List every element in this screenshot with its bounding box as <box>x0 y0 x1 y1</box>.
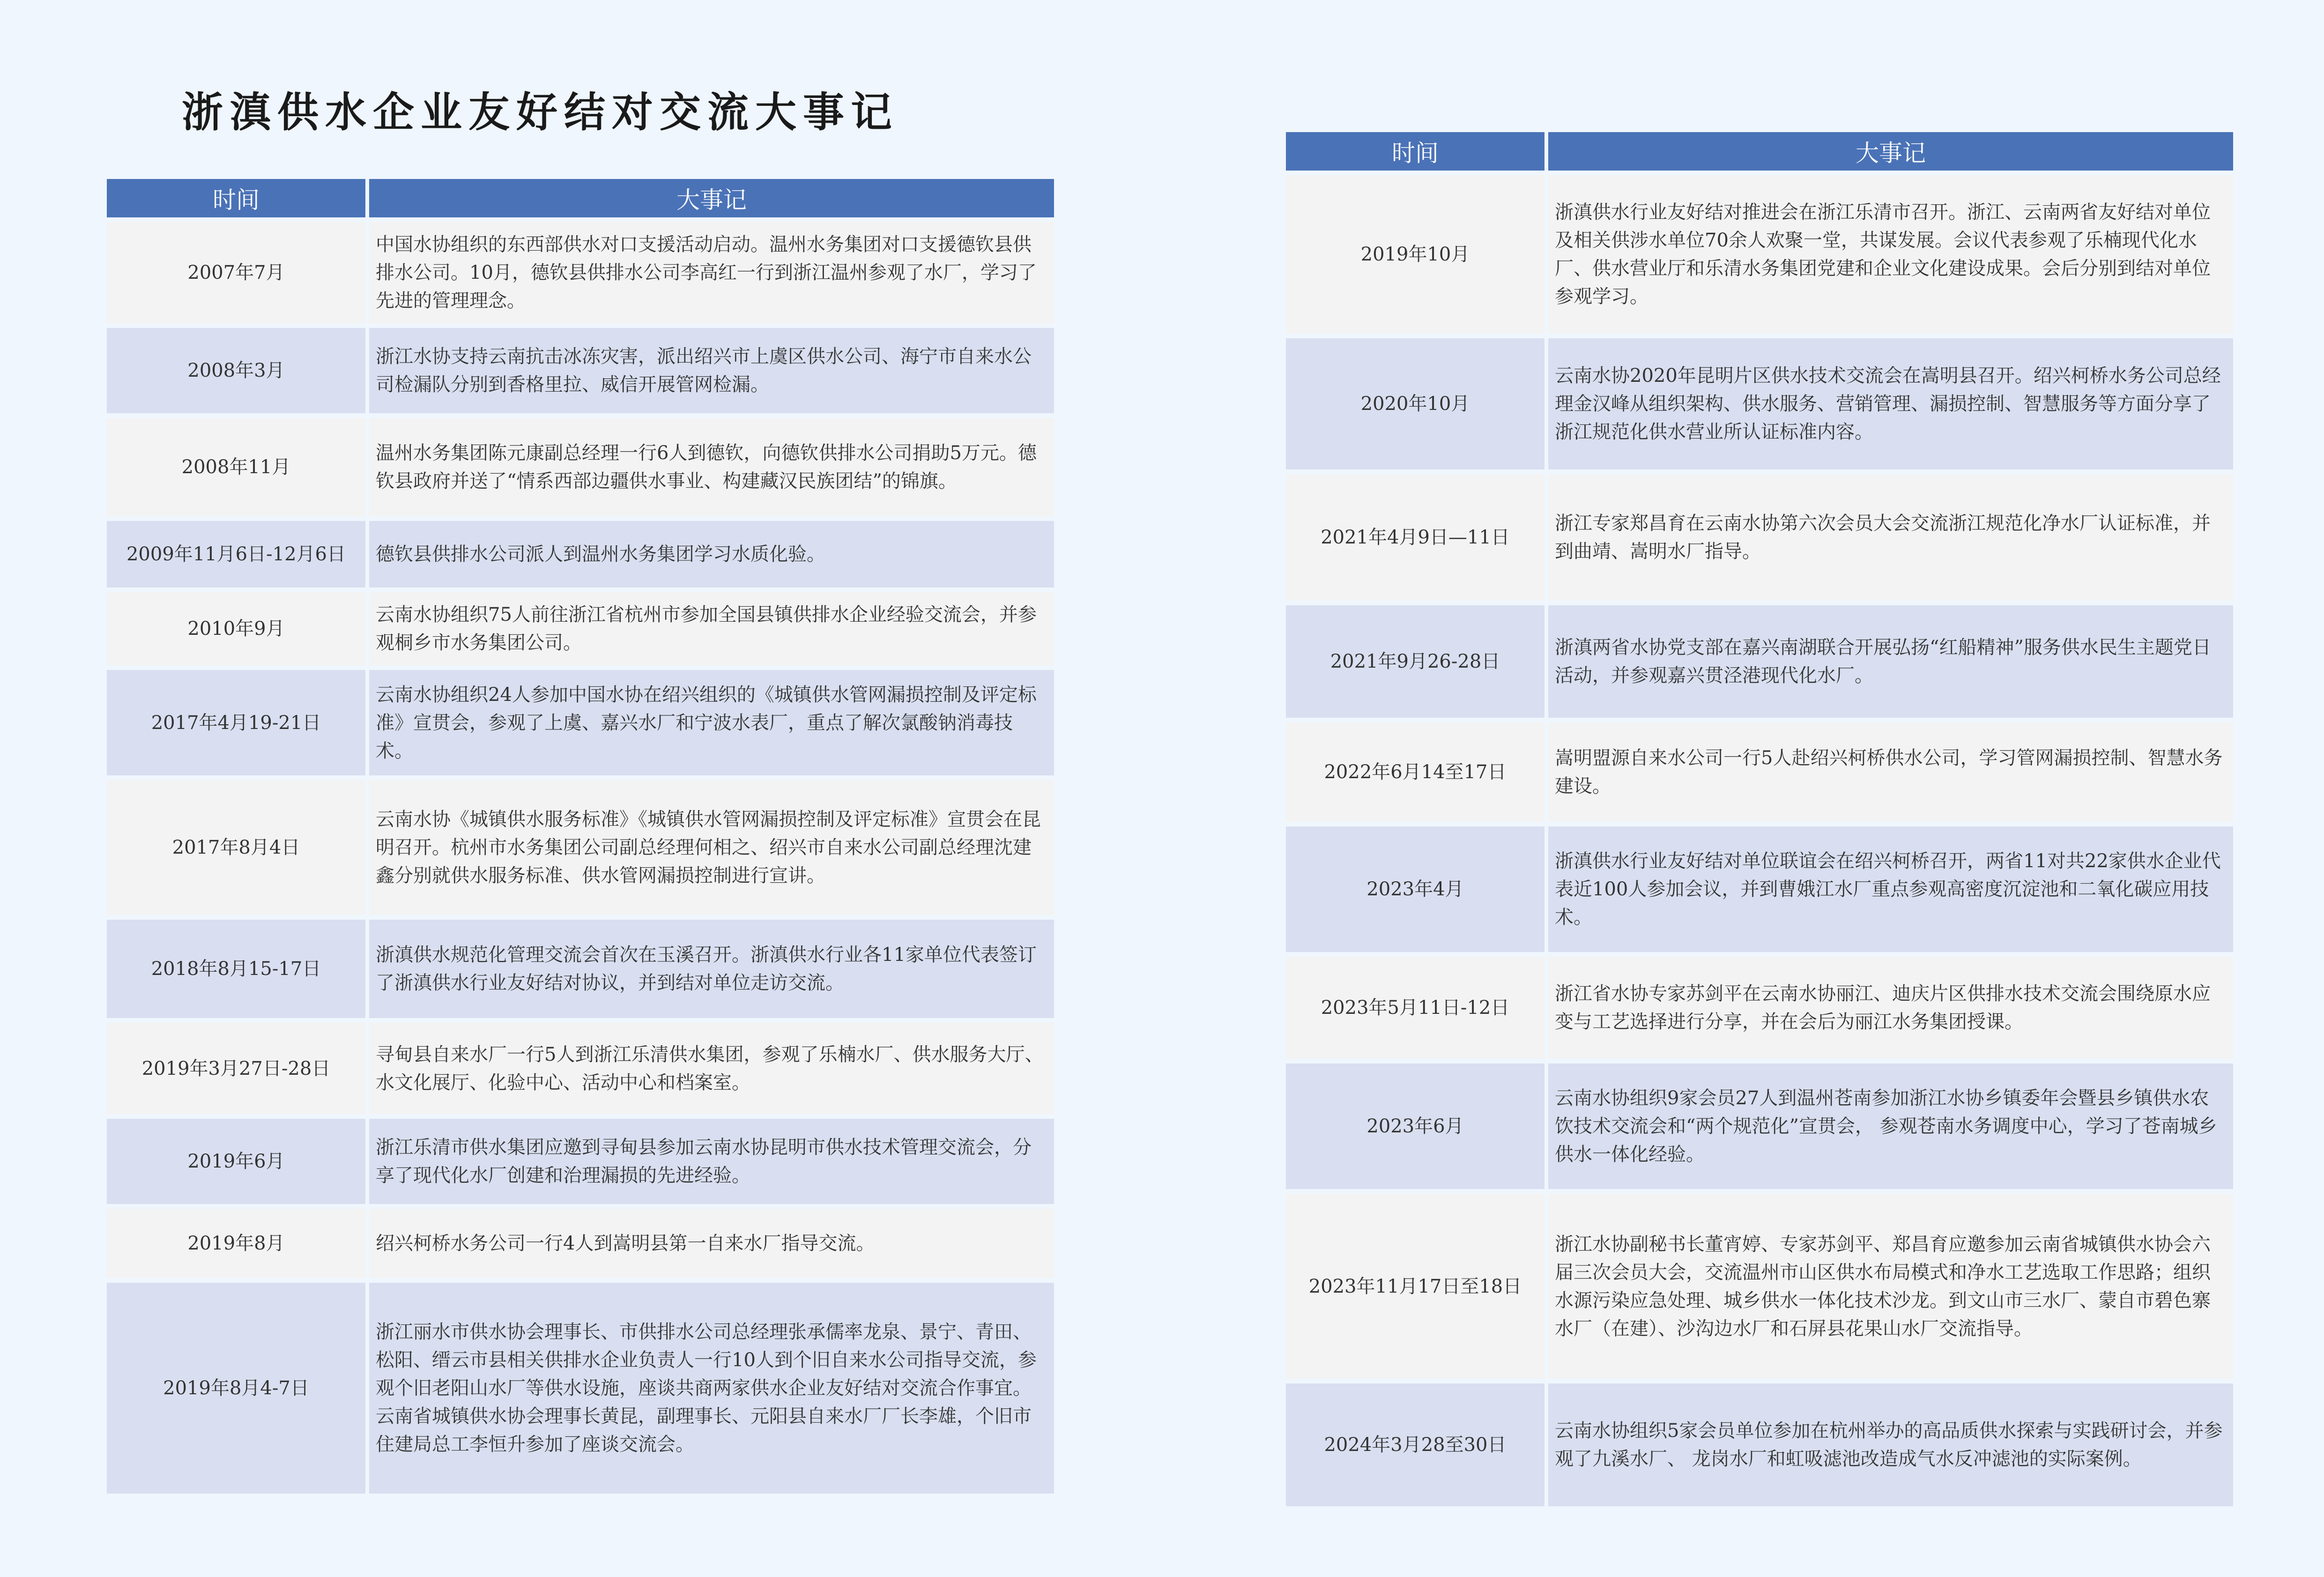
table-row <box>107 1023 1054 1114</box>
time-cell: 2008年11月 <box>107 418 369 516</box>
table-row <box>1286 175 2233 334</box>
table-row <box>107 780 1054 915</box>
time-cell: 2018年8月15-17日 <box>107 920 369 1018</box>
time-cell: 2021年4月9日—11日 <box>1286 474 1548 601</box>
table-row <box>1286 338 2233 469</box>
table-row <box>107 1283 1054 1494</box>
table-row <box>1286 1194 2233 1379</box>
event-cell: 云南水协组织24人参加中国水协在绍兴组织的《城镇供水管网漏损控制及评定标准》宣贯会，参观了上虞、嘉兴水厂和宁波水表厂，重点了解次氯酸钠消毒技术。 <box>369 670 1054 775</box>
table-row <box>1286 605 2233 718</box>
time-cell: 2007年7月 <box>107 222 369 323</box>
event-cell: 云南水协组织75人前往浙江省杭州市参加全国县镇供排水企业经验交流会，并参观桐乡市水务集团公司。 <box>369 592 1054 665</box>
time-cell: 2023年4月 <box>1286 826 1548 952</box>
time-cell: 2019年8月 <box>107 1209 369 1278</box>
header-time: 时间 <box>107 179 369 217</box>
table-row <box>107 1209 1054 1278</box>
header-event: 大事记 <box>1548 132 2233 171</box>
table-row <box>107 521 1054 588</box>
event-cell: 浙滇两省水协党支部在嘉兴南湖联合开展弘扬“红船精神”服务供水民生主题党日活动，并参观嘉兴贯泾港现代化水厂。 <box>1548 605 2233 718</box>
table-row <box>107 418 1054 516</box>
event-cell: 浙滇供水行业友好结对单位联谊会在绍兴柯桥召开，两省11对共22家供水企业代表近100人参加会议，并到曹娥江水厂重点参观高密度沉淀池和二氧化碳应用技术。 <box>1548 826 2233 952</box>
event-cell: 浙江水协支持云南抗击冰冻灾害，派出绍兴市上虞区供水公司、海宁市自来水公司检漏队分别到香格里拉、威信开展管网检漏。 <box>369 328 1054 413</box>
table-row <box>107 328 1054 413</box>
event-cell: 温州水务集团陈元康副总经理一行6人到德钦，向德钦供排水公司捐助5万元。德钦县政府并送了“情系西部边疆供水事业、构建藏汉民族团结”的锦旗。 <box>369 418 1054 516</box>
time-cell: 2017年4月19-21日 <box>107 670 369 775</box>
event-cell: 浙江省水协专家苏剑平在云南水协丽江、迪庆片区供排水技术交流会围绕原水应变与工艺选择进行分享，并在会后为丽江水务集团授课。 <box>1548 957 2233 1059</box>
event-cell: 云南水协组织5家会员单位参加在杭州举办的高品质供水探索与实践研讨会，并参观了九溪水厂、 龙岗水厂和虹吸滤池改造成气水反冲滤池的实际案例。 <box>1548 1384 2233 1506</box>
time-cell: 2019年3月27日-28日 <box>107 1023 369 1114</box>
header-event: 大事记 <box>369 179 1054 217</box>
time-cell: 2017年8月4日 <box>107 780 369 915</box>
table-row <box>107 670 1054 775</box>
table-row <box>1286 826 2233 952</box>
table-row <box>1286 1064 2233 1189</box>
table-row <box>1286 722 2233 822</box>
time-cell: 2020年10月 <box>1286 338 1548 469</box>
table-row <box>107 920 1054 1018</box>
time-cell: 2008年3月 <box>107 328 369 413</box>
event-cell: 德钦县供排水公司派人到温州水务集团学习水质化验。 <box>369 521 1054 588</box>
event-cell: 浙江水协副秘书长董宵婷、专家苏剑平、郑昌育应邀参加云南省城镇供水协会六届三次会员大会，交流温州市山区供水布局模式和净水工艺选取工作思路；组织水源污染应急处理、城乡供水一体化技术沙龙。到文山市三水厂、蒙自市碧色寨水厂（在建）、沙沟边水厂和石屏县花果山水厂交流指导。 <box>1548 1194 2233 1379</box>
time-cell: 2023年5月11日-12日 <box>1286 957 1548 1059</box>
time-cell: 2009年11月6日-12月6日 <box>107 521 369 588</box>
table-row <box>1286 474 2233 601</box>
event-cell: 浙江乐清市供水集团应邀到寻甸县参加云南水协昆明市供水技术管理交流会，分享了现代化水厂创建和治理漏损的先进经验。 <box>369 1119 1054 1204</box>
event-cell: 云南水协《城镇供水服务标准》《城镇供水管网漏损控制及评定标准》宣贯会在昆明召开。杭州市水务集团公司副总经理何相之、绍兴市自来水公司副总经理沈建鑫分别就供水服务标准、供水管网漏损控制进行宣讲。 <box>369 780 1054 915</box>
table-row <box>1286 1384 2233 1506</box>
time-cell: 2019年8月4-7日 <box>107 1283 369 1494</box>
table-row <box>107 592 1054 665</box>
event-cell: 云南水协组织9家会员27人到温州苍南参加浙江水协乡镇委年会暨县乡镇供水农饮技术交流会和“两个规范化”宣贯会， 参观苍南水务调度中心，学习了苍南城乡供水一体化经验。 <box>1548 1064 2233 1189</box>
event-cell: 浙江丽水市供水协会理事长、市供排水公司总经理张承儒率龙泉、景宁、青田、松阳、缙云市县相关供排水企业负责人一行10人到个旧自来水公司指导交流，参观个旧老阳山水厂等供水设施，座谈共商两家供水企业友好结对交流合作事宜。云南省城镇供水协会理事长黄昆，副理事长、元阳县自来水厂厂长李雄，个旧市住建局总工李恒升参加了座谈交流会。 <box>369 1283 1054 1494</box>
time-cell: 2019年10月 <box>1286 175 1548 334</box>
time-cell: 2021年9月26-28日 <box>1286 605 1548 718</box>
event-cell: 中国水协组织的东西部供水对口支援活动启动。温州水务集团对口支援德钦县供排水公司。10月，德钦县供排水公司李高红一行到浙江温州参观了水厂，学习了先进的管理理念。 <box>369 222 1054 323</box>
event-cell: 绍兴柯桥水务公司一行4人到嵩明县第一自来水厂指导交流。 <box>369 1209 1054 1278</box>
event-cell: 寻甸县自来水厂一行5人到浙江乐清供水集团，参观了乐楠水厂、供水服务大厅、水文化展厅、化验中心、活动中心和档案室。 <box>369 1023 1054 1114</box>
table-row <box>107 1119 1054 1204</box>
header-time: 时间 <box>1286 132 1548 171</box>
time-cell: 2022年6月14至17日 <box>1286 722 1548 822</box>
event-cell: 浙滇供水规范化管理交流会首次在玉溪召开。浙滇供水行业各11家单位代表签订了浙滇供水行业友好结对协议，并到结对单位走访交流。 <box>369 920 1054 1018</box>
time-cell: 2023年6月 <box>1286 1064 1548 1189</box>
event-cell: 云南水协2020年昆明片区供水技术交流会在嵩明县召开。绍兴柯桥水务公司总经理金汉峰从组织架构、供水服务、营销管理、漏损控制、智慧服务等方面分享了浙江规范化供水营业所认证标准内容。 <box>1548 338 2233 469</box>
time-cell: 2024年3月28至30日 <box>1286 1384 1548 1506</box>
time-cell: 2019年6月 <box>107 1119 369 1204</box>
table-row <box>107 222 1054 323</box>
event-cell: 浙江专家郑昌育在云南水协第六次会员大会交流浙江规范化净水厂认证标准，并到曲靖、嵩明水厂指导。 <box>1548 474 2233 601</box>
table-header-row <box>107 179 1054 217</box>
page-title: 浙滇供水企业友好结对交流大事记 <box>181 88 898 136</box>
event-cell: 浙滇供水行业友好结对推进会在浙江乐清市召开。浙江、云南两省友好结对单位及相关供涉水单位70余人欢聚一堂，共谋发展。会议代表参观了乐楠现代化水厂、供水营业厅和乐清水务集团党建和企业文化建设成果。会后分别到结对单位参观学习。 <box>1548 175 2233 334</box>
time-cell: 2010年9月 <box>107 592 369 665</box>
table-header-row <box>1286 132 2233 171</box>
table-row <box>1286 957 2233 1059</box>
time-cell: 2023年11月17日至18日 <box>1286 1194 1548 1379</box>
chronicle-table-right <box>1286 127 2233 1511</box>
chronicle-table-left <box>107 174 1054 1498</box>
event-cell: 嵩明盟源自来水公司一行5人赴绍兴柯桥供水公司，学习管网漏损控制、智慧水务建设。 <box>1548 722 2233 822</box>
